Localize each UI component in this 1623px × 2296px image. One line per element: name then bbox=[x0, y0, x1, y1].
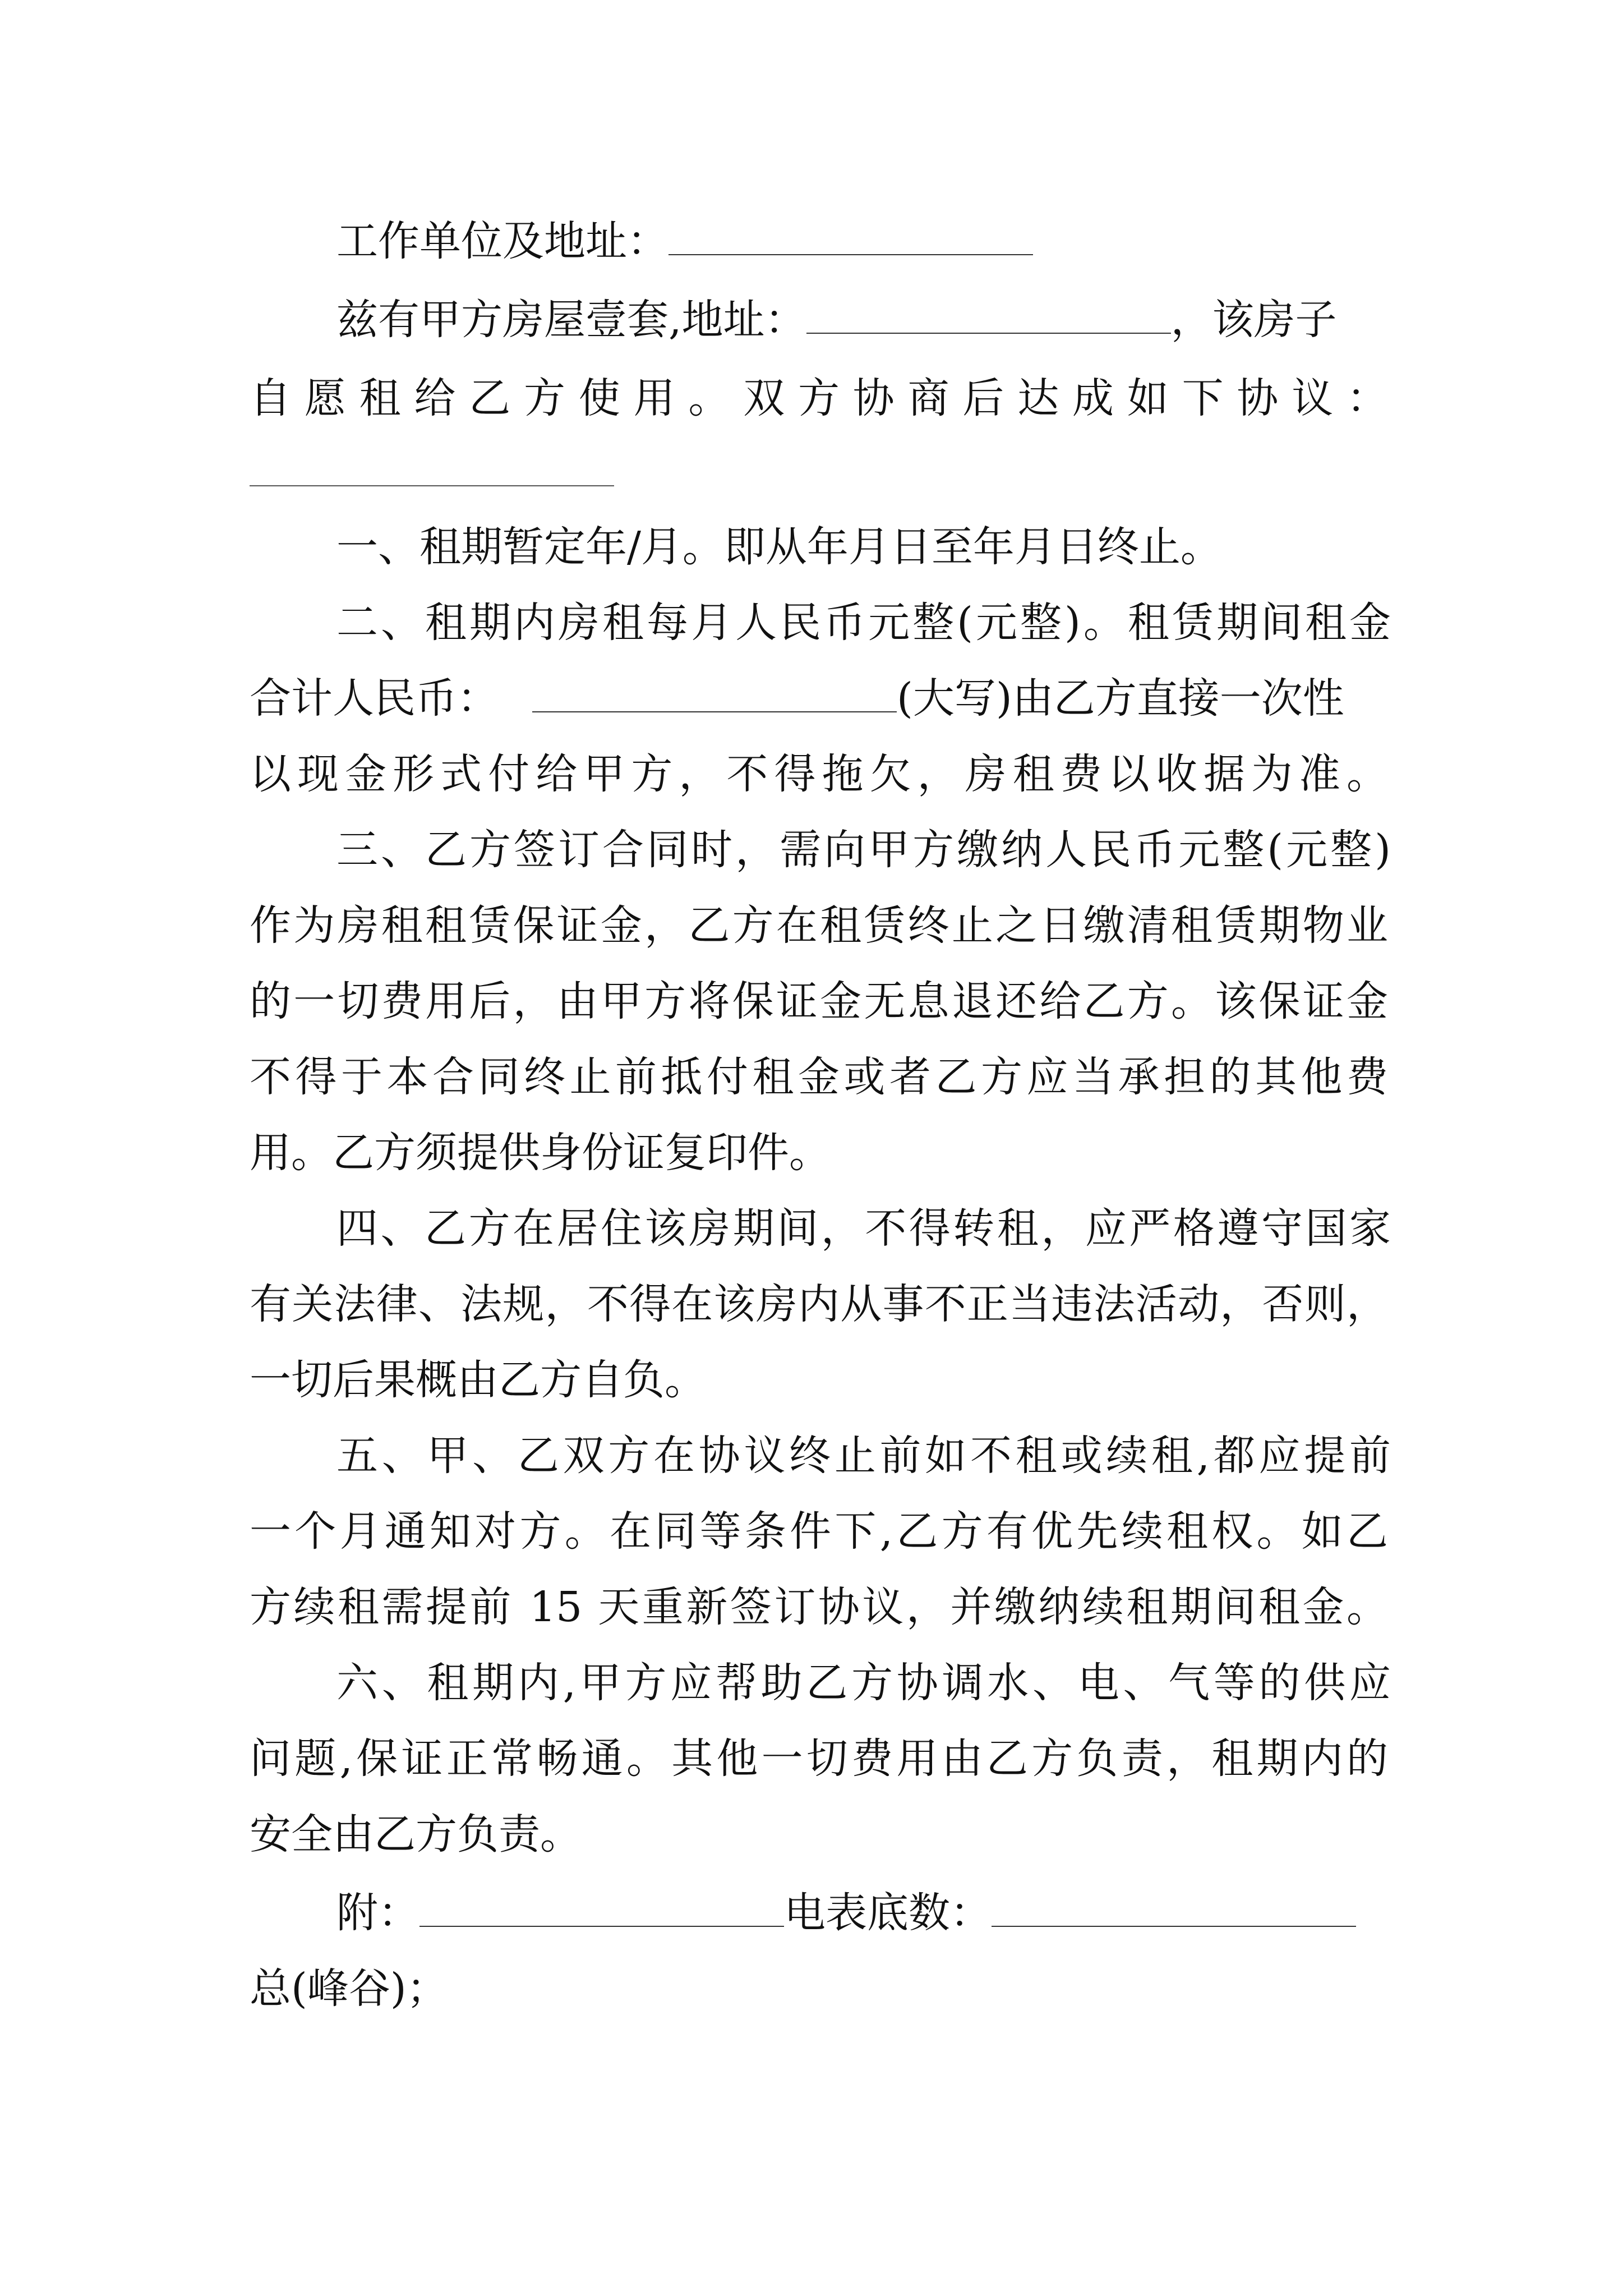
intro-line-1-a: 兹有甲方房屋壹套,地址： bbox=[336, 296, 806, 344]
work-unit-blank bbox=[668, 219, 1033, 255]
address-blank bbox=[806, 298, 1171, 334]
attach-label: 附： bbox=[336, 1889, 419, 1937]
clause-2-line-3: 以现金形式付给甲方，不得拖欠，房租费以收据为准。 bbox=[250, 750, 1388, 798]
intro-line-2: 自愿租给乙方使用。双方协商后达成如下协议： bbox=[250, 374, 1388, 422]
clause-2-line-1: 二、租期内房租每月人民币元整(元整)。租赁期间租金 bbox=[336, 599, 1391, 647]
clause-5-line-1: 五、甲、乙双方在协议终止前如不租或续租,都应提前 bbox=[336, 1432, 1391, 1480]
clause-4-line-3: 一切后果概由乙方自负。 bbox=[250, 1356, 706, 1404]
clause-6-line-2: 问题,保证正常畅通。其他一切费用由乙方负责，租期内的 bbox=[250, 1734, 1388, 1783]
clause-5-line-2: 一个月通知对方。在同等条件下,乙方有优先续租权。如乙 bbox=[250, 1507, 1388, 1556]
clause-1: 一、租期暂定年/月。即从年月日至年月日终止。 bbox=[336, 523, 1222, 571]
total-rent-blank bbox=[532, 677, 897, 712]
intro-line-1-b: ，该房子 bbox=[1170, 296, 1337, 344]
work-unit-line bbox=[336, 213, 1391, 269]
attach-blank bbox=[419, 1891, 784, 1927]
attachment-line bbox=[336, 1885, 1391, 1941]
meter-label: 电表底数： bbox=[784, 1889, 992, 1937]
meter-blank bbox=[992, 1891, 1356, 1927]
total-peak-valley: 总(峰谷)； bbox=[250, 1964, 448, 2013]
work-unit-label: 工作单位及地址： bbox=[336, 217, 668, 265]
clause-2-line-2-b: (大写)由乙方直接一次性 bbox=[897, 674, 1344, 723]
clause-3-line-2: 作为房租租赁保证金，乙方在租赁终止之日缴清租赁期物业 bbox=[250, 901, 1388, 950]
clause-3-line-1: 三、乙方签订合同时，需向甲方缴纳人民币元整(元整) bbox=[336, 826, 1391, 874]
clause-3-line-5: 用。乙方须提供身份证复印件。 bbox=[250, 1129, 831, 1177]
clause-3-line-3: 的一切费用后，由甲方将保证金无息退还给乙方。该保证金 bbox=[250, 977, 1388, 1025]
clause-4-line-2: 有关法律、法规，不得在该房内从事不正当违法活动，否则， bbox=[250, 1280, 1388, 1328]
clause-6-line-1: 六、租期内,甲方应帮助乙方协调水、电、气等的供应 bbox=[336, 1659, 1391, 1707]
clause-3-line-4: 不得于本合同终止前抵付租金或者乙方应当承担的其他费 bbox=[250, 1053, 1388, 1101]
intro-line-1 bbox=[336, 292, 1391, 348]
clause-2-line-2-a: 合计人民币： bbox=[250, 674, 499, 723]
separator-rule bbox=[250, 485, 614, 486]
clause-6-line-3: 安全由乙方负责。 bbox=[250, 1810, 582, 1858]
clause-5-line-3: 方续租需提前 15 天重新签订协议，并缴纳续租期间租金。 bbox=[250, 1583, 1388, 1631]
clause-4-line-1: 四、乙方在居住该房期间，不得转租，应严格遵守国家 bbox=[336, 1204, 1391, 1253]
clause-2-line-2 bbox=[250, 670, 1388, 726]
